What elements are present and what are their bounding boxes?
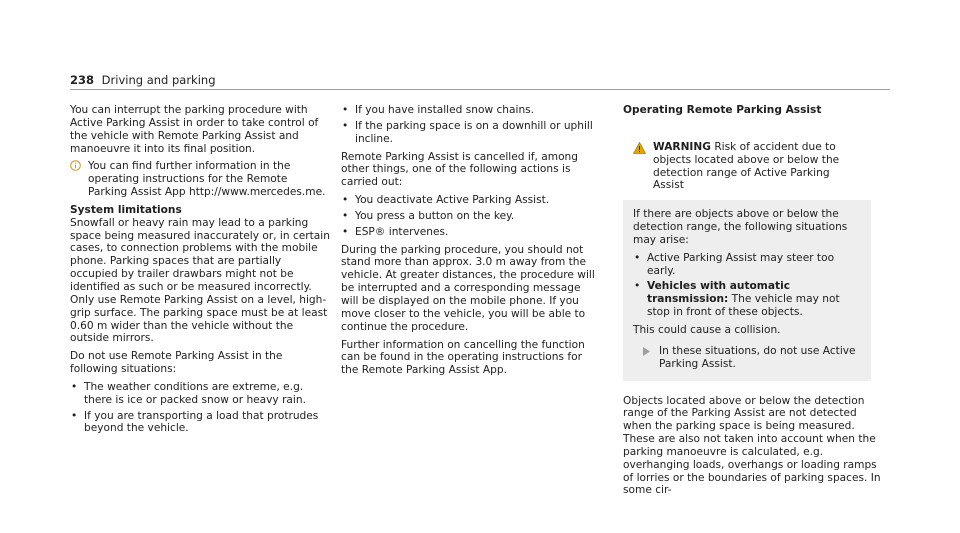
list-item: • Active Parking Assist may steer too early.	[634, 251, 835, 277]
page-header	[70, 73, 216, 87]
warning-title: Risk of accident due to objects located above or below the detection range of Active Parking Assist	[653, 140, 840, 192]
warning-label: WARNING	[653, 140, 711, 153]
collision-text: This could cause a collision.	[633, 323, 781, 336]
info-note	[70, 160, 330, 199]
list-item: • If you have installed snow chains.	[342, 104, 535, 116]
warning-icon	[633, 142, 646, 154]
warning-body-text: If there are objects above or below the detection range, the following situations may arise:	[633, 208, 848, 246]
column-right	[623, 104, 883, 502]
intro-paragraph: You can interrupt the parking procedure with Active Parking Assist in order to take control of the vehicle with Remote Parking Assist and manoeuvre it into its final position.	[70, 104, 319, 155]
situations-list-continued	[341, 104, 601, 146]
list-item: • The weather conditions are extreme, e.g. there is ice or packed snow or heavy rain.	[71, 380, 306, 406]
column-middle	[341, 104, 601, 382]
warning-list	[633, 252, 861, 319]
arrow-right-icon	[643, 347, 650, 356]
section-heading: Operating Remote Parking Assist	[623, 104, 822, 116]
do-not-use-paragraph: Do not use Remote Parking Assist in the following situations:	[70, 350, 283, 376]
system-limitations-text: Snowfall or heavy rain may lead to a parking space being measured inaccurately or, in certain cases, to connection problems with the mobile phone. Parking spaces that are partially occupied by trailer drawbars might not be identified as such or be measured incorrectly. Only use Remote Parking Assist on a level, high-grip surface. The parking space must be at least 0.60 m wider than the vehicle without the outside mirrors.	[70, 216, 330, 345]
info-icon	[70, 160, 81, 171]
cancellation-list	[341, 194, 601, 239]
action-instruction	[633, 345, 861, 371]
warning-body	[623, 200, 871, 380]
info-note-text: You can find further information in the operating instructions for the Remote Parking Assist App http://www.mercedes.me.	[88, 160, 326, 199]
list-item: • If you are transporting a load that protrudes beyond the vehicle.	[71, 409, 319, 435]
cancellation-paragraph: Remote Parking Assist is cancelled if, among other things, one of the following actions is carried out:	[341, 150, 578, 189]
list-item: • You deactivate Active Parking Assist.	[342, 194, 550, 207]
warning-header	[623, 131, 871, 200]
objects-paragraph: Objects located above or below the detection range of the Parking Assist are not detected when the parking space is being measured. These are also not taken into account when the parking manoeuvre is calculated, e.g. overhanging loads, overhangs or loading ramps of lorries or the boundaries of parking spaces. In some cir-	[623, 394, 881, 497]
situations-list	[70, 381, 330, 435]
column-left	[70, 104, 330, 440]
page-number: 238	[70, 73, 95, 87]
system-limitations-heading: System limitations	[70, 203, 182, 216]
header-divider	[70, 89, 890, 90]
warning-box	[623, 131, 871, 381]
list-item: • ESP® intervenes.	[342, 225, 449, 238]
further-info-paragraph: Further information on cancelling the function can be found in the operating instructions for the Remote Parking Assist App.	[341, 338, 585, 377]
section-title: Driving and parking	[101, 73, 216, 87]
distance-paragraph: During the parking procedure, you should not stand more than approx. 3.0 m away from the vehicle. At greater distances, the procedure will be interrupted and a corresponding message will be displayed on the mobile phone. If you move closer to the vehicle, you will be able to continue the procedure.	[341, 243, 595, 333]
list-item: • If the parking space is on a downhill or uphill incline.	[342, 119, 593, 145]
list-item: • You press a button on the key.	[342, 209, 515, 222]
action-text: In these situations, do not use Active Parking Assist.	[659, 344, 856, 370]
list-item: • Vehicles with automatic transmission: The vehicle may not stop in front of these objects.	[634, 280, 840, 319]
